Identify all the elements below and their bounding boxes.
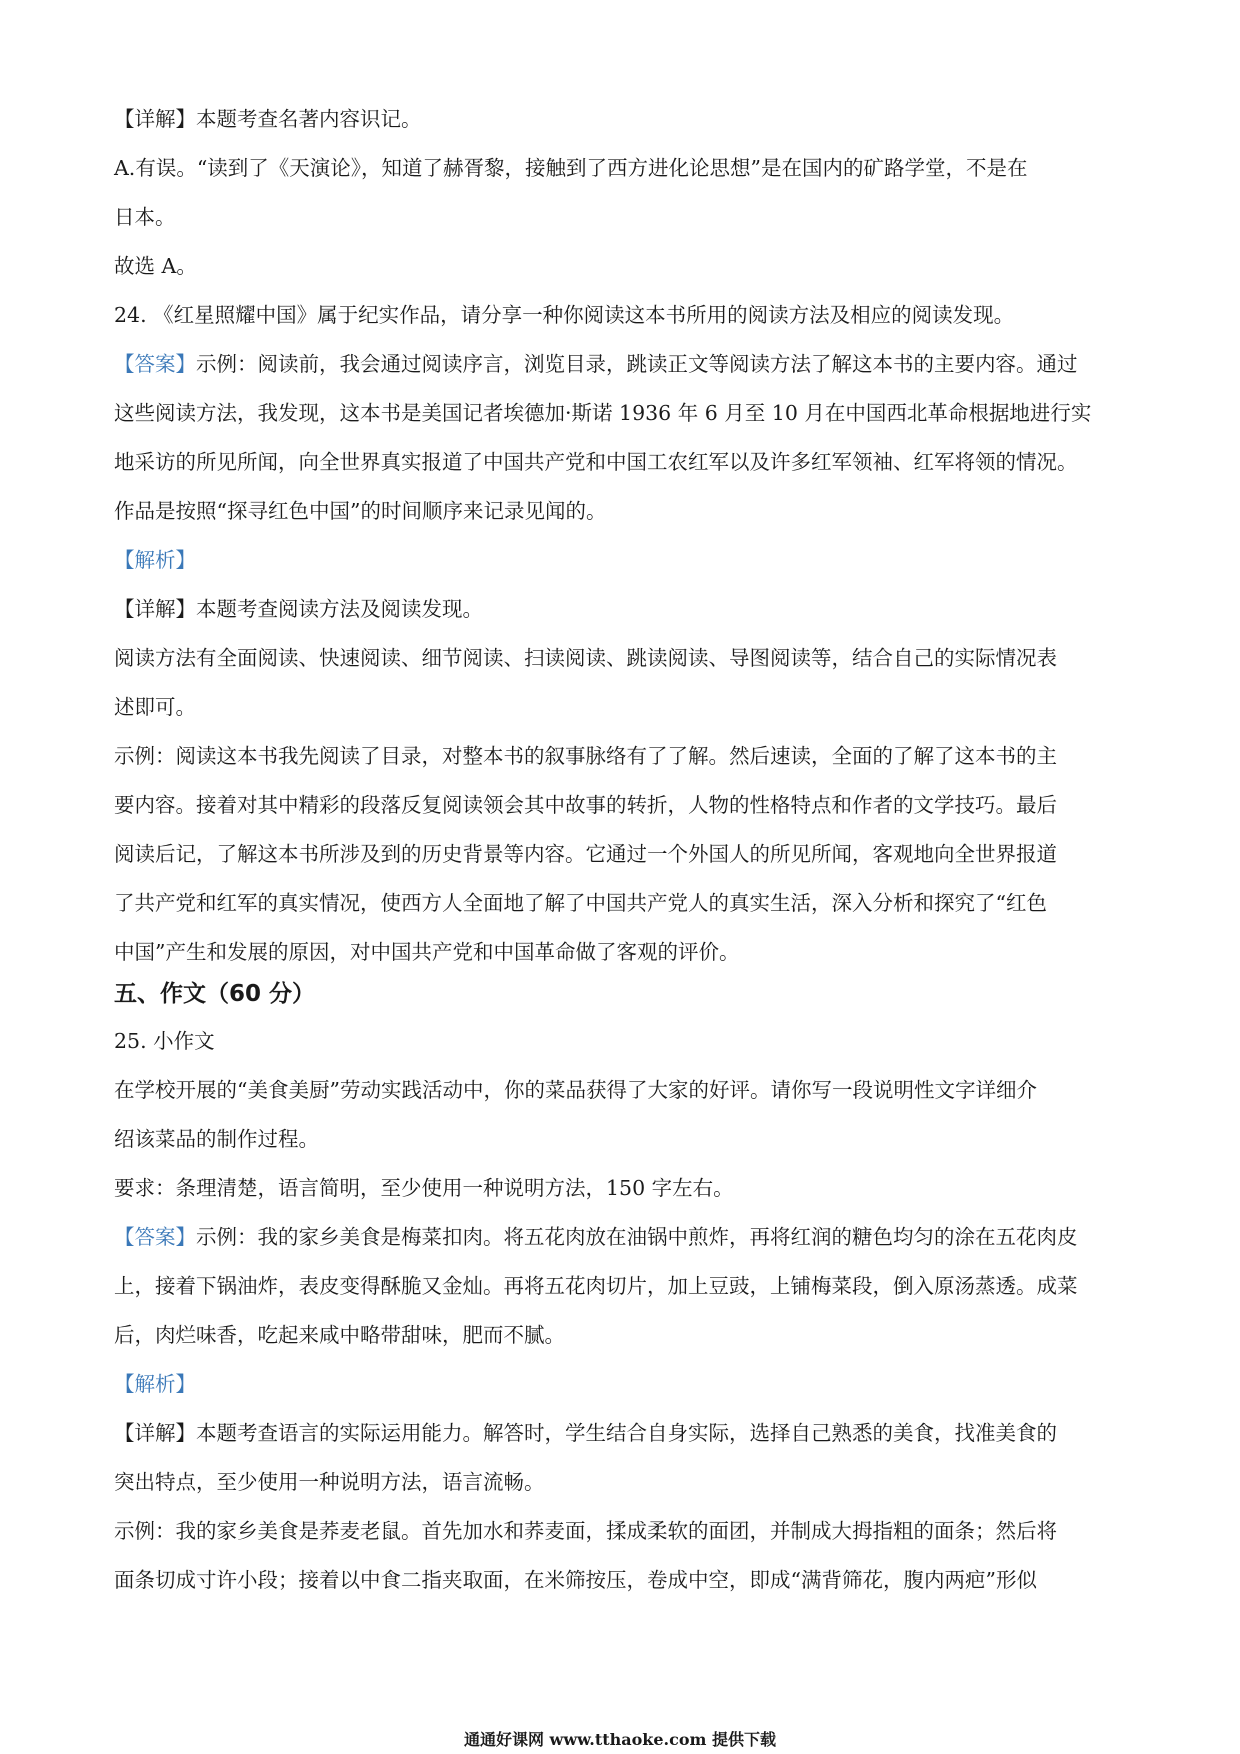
text-line: 日本。 [114, 205, 176, 229]
text-line: 在学校开展的“美食美厨”劳动实践活动中，你的菜品获得了大家的好评。请你写一段说明性文字详细介 [114, 1078, 1037, 1102]
detail-line: 【详解】本题考查名著内容识记。 [114, 107, 422, 131]
text-line: 要求：条理清楚，语言简明，至少使用一种说明方法，150 字左右。 [114, 1176, 734, 1200]
text-line: 这些阅读方法，我发现，这本书是美国记者埃德加·斯诺 1936 年 6 月至 10 月在中国西北革命根据地进行实 [114, 401, 1092, 425]
text-line: A.有误。“读到了《天演论》，知道了赫胥黎，接触到了西方进化论思想”是在国内的矿路学堂，不是在 [114, 156, 1028, 180]
detail-tag: 【详解】 [114, 107, 196, 131]
text-line: 面条切成寸许小段；接着以中食二指夹取面，在米筛按压，卷成中空，即成“满背筛花，腹内两疤”形似 [114, 1568, 1037, 1592]
analysis-tag: 【解析】 [114, 548, 196, 572]
text-line: 作品是按照“探寻红色中国”的时间顺序来记录见闻的。 [114, 499, 607, 523]
footer-watermark: 通通好课网 www.tthaoke.com 提供下载 [463, 1730, 777, 1749]
detail-tag: 【详解】 [114, 1421, 196, 1445]
text-line: 中国”产生和发展的原因，对中国共产党和中国革命做了客观的评价。 [114, 940, 740, 964]
text-line: 突出特点，至少使用一种说明方法，语言流畅。 [114, 1470, 545, 1494]
answer-line: 【答案】示例：阅读前，我会通过阅读序言，浏览目录，跳读正文等阅读方法了解这本书的主要内容。通过 [114, 352, 1078, 376]
text-line: 述即可。 [114, 695, 196, 719]
detail-line: 【详解】本题考查阅读方法及阅读发现。 [114, 597, 483, 621]
text-line: 示例：阅读这本书我先阅读了目录，对整本书的叙事脉络有了了解。然后速读，全面的了解了这本书的主 [114, 744, 1057, 768]
section-heading: 五、作文（60 分） [114, 981, 316, 1007]
analysis-tag: 【解析】 [114, 1372, 196, 1396]
text-line: 要内容。接着对其中精彩的段落反复阅读领会其中故事的转折，人物的性格特点和作者的文学技巧。最后 [114, 793, 1057, 817]
detail-line: 【详解】本题考查语言的实际运用能力。解答时，学生结合自身实际，选择自己熟悉的美食，找准美食的 [114, 1421, 1057, 1445]
answer-tag: 【答案】 [114, 1225, 196, 1249]
text-line: 地采访的所见所闻，向全世界真实报道了中国共产党和中国工农红军以及许多红军领袖、红军将领的情况。 [114, 450, 1078, 474]
answer-tag: 【答案】 [114, 352, 196, 376]
text-line: 阅读后记，了解这本书所涉及到的历史背景等内容。它通过一个外国人的所见所闻，客观地向全世界报道 [114, 842, 1057, 866]
text-line: 绍该菜品的制作过程。 [114, 1127, 319, 1151]
question-24: 24. 《红星照耀中国》属于纪实作品，请分享一种你阅读这本书所用的阅读方法及相应的阅读发现。 [114, 303, 1015, 327]
text-line: 阅读方法有全面阅读、快速阅读、细节阅读、扫读阅读、跳读阅读、导图阅读等，结合自己的实际情况表 [114, 646, 1057, 670]
text-line: 上，接着下锅油炸，表皮变得酥脆又金灿。再将五花肉切片，加上豆豉，上铺梅菜段，倒入原汤蒸透。成菜 [114, 1274, 1078, 1298]
text-line: 示例：我的家乡美食是荞麦老鼠。首先加水和荞麦面，揉成柔软的面团，并制成大拇指粗的面条；然后将 [114, 1519, 1057, 1543]
text-line: 后，肉烂味香，吃起来咸中略带甜味，肥而不腻。 [114, 1323, 565, 1347]
text-line: 故选 A。 [114, 254, 197, 278]
question-25: 25. 小作文 [114, 1029, 215, 1053]
text-line: 了共产党和红军的真实情况，使西方人全面地了解了中国共产党人的真实生活，深入分析和探究了“红色 [114, 891, 1047, 915]
detail-tag: 【详解】 [114, 597, 196, 621]
answer-line: 【答案】示例：我的家乡美食是梅菜扣肉。将五花肉放在油锅中煎炸，再将红润的糖色均匀的涂在五花肉皮 [114, 1225, 1078, 1249]
